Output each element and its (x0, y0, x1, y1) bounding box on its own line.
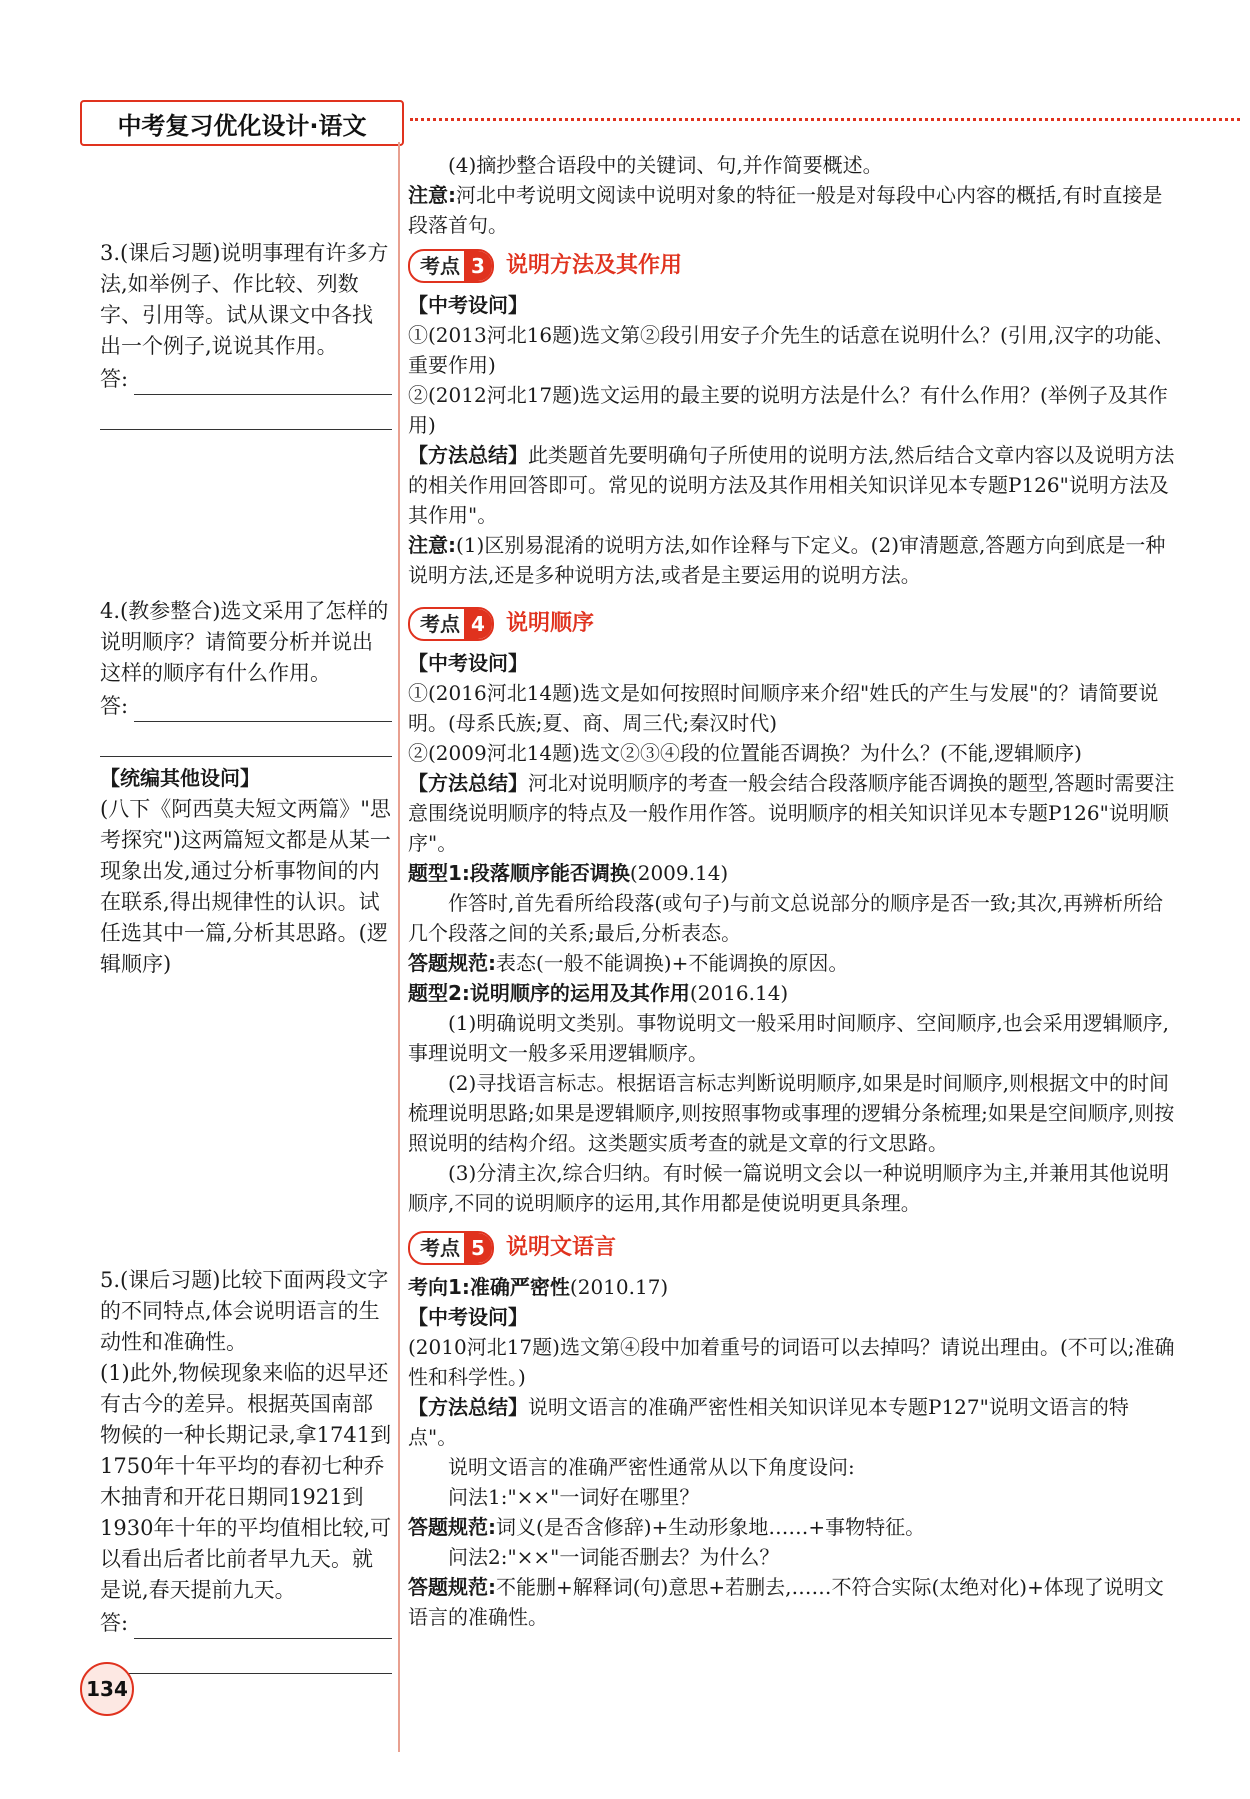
kp4-question-1: ①(2016河北14题)选文是如何按照时间顺序来介绍"姓氏的产生与发展"的？请简要说明。(母系氏族;夏、商、周三代;秦汉时代) (408, 681, 1159, 735)
kp-label: 考点 (420, 612, 460, 636)
left-question-3 (100, 238, 392, 430)
type-2-point-2: (2)寻找语言标志。根据语言标志判断说明顺序,如果是时间顺序,则根据文中的时间梳理说明思路;如果是逻辑顺序,则按照事物或事理的逻辑分条梳理;如果是空间顺序,则按照说明的结构介绍。这类题实质考查的就是文章的行文思路。 (408, 1071, 1175, 1155)
type-2-point-1: (1)明确说明文类别。事物说明文一般采用时间顺序、空间顺序,也会采用逻辑顺序,事理说明文一般多采用逻辑顺序。 (408, 1011, 1170, 1065)
header-dotted-rule (410, 118, 1240, 121)
direction-year: (2010.17) (569, 1275, 669, 1299)
type-year: (2016.14) (689, 981, 789, 1005)
answer-blank[interactable] (100, 1643, 392, 1674)
asking-2-standard (408, 1572, 1178, 1632)
kp5-method (408, 1392, 1178, 1452)
question-4-text: 4.(教参整合)选文采用了怎样的说明顺序？请简要分析并说出这样的顺序有什么作用。 (100, 599, 389, 685)
question-5-text: 5.(课后习题)比较下面两段文字的不同特点,体会说明语言的生动性和准确性。 (100, 1268, 389, 1354)
page-number: 134 (80, 1662, 134, 1716)
standard-label: 答题规范: (408, 1575, 496, 1599)
zk-heading: 【中考设问】 (408, 1305, 528, 1329)
left-question-5 (100, 1265, 392, 1674)
note-label: 注意: (408, 183, 456, 207)
kp5-question: (2010河北17题)选文第④段中加着重号的词语可以去掉吗？请说出理由。(不可以;准确性和科学性。) (408, 1335, 1175, 1389)
answer-line[interactable] (100, 364, 392, 395)
kp-heading: 说明顺序 (506, 611, 595, 636)
note-text: (1)区别易混淆的说明方法,如作诠释与下定义。(2)审清题意,答题方向到底是一种说明方法,还是多种说明方法,或者是主要运用的说明方法。 (408, 533, 1166, 587)
answer-blank[interactable] (100, 726, 392, 757)
kp-heading: 说明方法及其作用 (506, 253, 683, 278)
method-text: 河北对说明顺序的考查一般会结合段落顺序能否调换的题型,答题时需要注意围绕说明顺序的特点及一般作用作答。说明顺序的相关知识详见本专题P126"说明顺序"。 (408, 771, 1175, 855)
kp3-title (408, 246, 1178, 286)
kp3-method (408, 440, 1178, 530)
answer-line[interactable] (100, 1608, 392, 1639)
direction-1-heading (408, 1272, 1178, 1302)
zk-heading: 【中考设问】 (408, 651, 528, 675)
column-divider (398, 142, 400, 1752)
other-questions-heading: 【统编其他设问】 (100, 766, 260, 790)
standard-text: 不能删+解释词(句)意思+若删去,……不符合实际(太绝对化)+体现了说明文语言的准确性。 (408, 1575, 1164, 1629)
standard-text: 表态(一般不能调换)+不能调换的原因。 (496, 951, 849, 975)
kp4-title (408, 604, 1178, 644)
direction-label: 考向1:准确严密性 (408, 1275, 570, 1299)
asking-1: 问法1:"××"一词好在哪里？ (448, 1485, 700, 1509)
kp-number: 5 (464, 1233, 492, 1263)
note-text: 河北中考说明文阅读中说明对象的特征一般是对每段中心内容的概括,有时直接是段落首句。 (408, 183, 1163, 237)
asking-1-standard (408, 1512, 1178, 1542)
type-year: (2009.14) (629, 861, 729, 885)
standard-label: 答题规范: (408, 1515, 496, 1539)
step-4: (4)摘抄整合语段中的关键词、句,并作简要概述。 (448, 153, 883, 177)
type-2-heading (408, 978, 1178, 1008)
answer-label: 答: (100, 367, 129, 391)
method-label: 【方法总结】 (408, 771, 528, 795)
kp-heading: 说明文语言 (506, 1235, 617, 1260)
answer-blank[interactable] (100, 399, 392, 430)
type-1-heading (408, 858, 1178, 888)
kp-badge (408, 1231, 494, 1265)
kp-label: 考点 (420, 254, 460, 278)
question-3-text: 3.(课后习题)说明事理有许多方法,如举例子、作比较、列数字、引用等。试从课文中各找出一个例子,说说其作用。 (100, 241, 389, 358)
zk-heading: 【中考设问】 (408, 293, 528, 317)
standard-label: 答题规范: (408, 951, 496, 975)
method-label: 【方法总结】 (408, 1395, 528, 1419)
note-1 (408, 180, 1178, 240)
answer-label: 答: (100, 1611, 129, 1635)
kp3-note (408, 530, 1178, 590)
type-1-standard (408, 948, 1178, 978)
kp3-question-2: ②(2012河北17题)选文运用的最主要的说明方法是什么？有什么作用？(举例子及其作用) (408, 383, 1168, 437)
question-5-quote: (1)此外,物候现象来临的迟早还有古今的差异。根据英国南部物候的一种长期记录,拿1741到1750年十年平均的春初七种乔木抽青和开花日期同1921到1930年十年的平均值相比较,可以看出后者比前者早九天。就是说,春天提前九天。 (100, 1361, 392, 1602)
type-1-body: 作答时,首先看所给段落(或句子)与前文总说部分的顺序是否一致;其次,再辨析所给几个段落之间的关系;最后,分析表态。 (408, 891, 1164, 945)
kp4-question-2: ②(2009河北14题)选文②③④段的位置能否调换？为什么？(不能,逻辑顺序) (408, 741, 1082, 765)
kp-badge (408, 607, 494, 641)
kp5-title (408, 1228, 1178, 1268)
header-title: 中考复习优化设计·语文 (80, 100, 404, 146)
kp5-intro: 说明文语言的准确严密性通常从以下角度设问: (448, 1455, 855, 1479)
left-question-4 (100, 596, 392, 980)
type-label: 题型2:说明顺序的运用及其作用 (408, 981, 690, 1005)
type-label: 题型1:段落顺序能否调换 (408, 861, 630, 885)
right-column (408, 150, 1178, 1632)
method-text: 说明文语言的准确严密性相关知识详见本专题P127"说明文语言的特点"。 (408, 1395, 1129, 1449)
kp-number: 3 (464, 251, 492, 281)
note-label: 注意: (408, 533, 456, 557)
answer-line[interactable] (100, 691, 392, 722)
kp3-question-1: ①(2013河北16题)选文第②段引用安子介先生的话意在说明什么？(引用,汉字的功能、重要作用) (408, 323, 1175, 377)
standard-text: 词义(是否含修辞)+生动形象地……+事物特征。 (496, 1515, 926, 1539)
kp4-method (408, 768, 1178, 858)
method-label: 【方法总结】 (408, 443, 528, 467)
kp-label: 考点 (420, 1236, 460, 1260)
kp-badge (408, 249, 494, 283)
answer-label: 答: (100, 694, 129, 718)
type-2-point-3: (3)分清主次,综合归纳。有时候一篇说明文会以一种说明顺序为主,并兼用其他说明顺序,不同的说明顺序的运用,其作用都是使说明更具条理。 (408, 1161, 1170, 1215)
method-text: 此类题首先要明确句子所使用的说明方法,然后结合文章内容以及说明方法的相关作用回答即可。常见的说明方法及其作用相关知识详见本专题P126"说明方法及其作用"。 (408, 443, 1175, 527)
kp-number: 4 (464, 609, 492, 639)
asking-2: 问法2:"××"一词能否删去？为什么？ (448, 1545, 780, 1569)
other-questions-body: (八下《阿西莫夫短文两篇》"思考探究")这两篇短文都是从某一现象出发,通过分析事物间的内在联系,得出规律性的认识。试任选其中一篇,分析其思路。(逻辑顺序) (100, 797, 391, 976)
